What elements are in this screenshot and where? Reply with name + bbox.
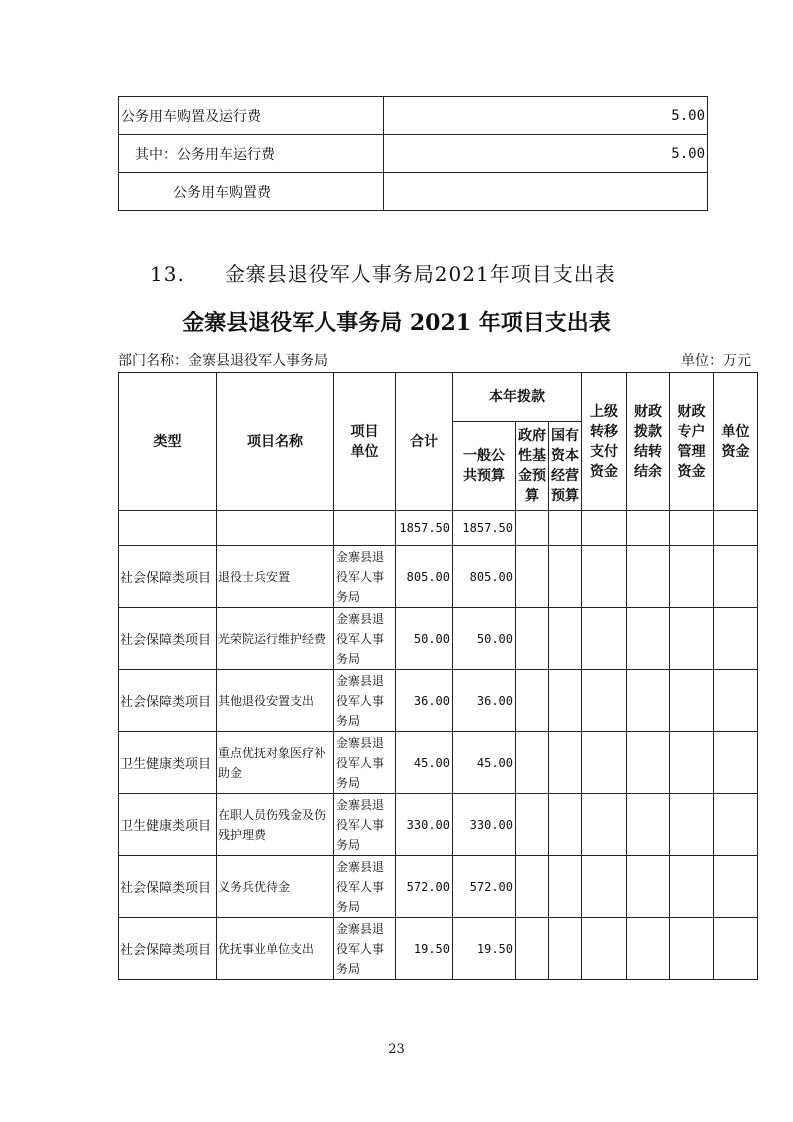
header-project-name: 项目名称 <box>217 373 334 511</box>
general-budget-cell: 330.00 <box>453 794 516 856</box>
table-row <box>119 546 758 608</box>
project-name-cell: 优抚事业单位支出 <box>217 918 334 980</box>
section-heading <box>150 258 616 287</box>
type-cell: 社会保障类项目 <box>119 608 217 670</box>
header-own-funds: 单位资金 <box>714 373 758 511</box>
table-row <box>119 608 758 670</box>
project-name-cell: 义务兵优待金 <box>217 856 334 918</box>
project-name-cell: 退役士兵安置 <box>217 546 334 608</box>
unit-label: 单位：万元 <box>681 353 751 369</box>
header-special-account-funds: 财政专户管理资金 <box>670 373 714 511</box>
general-budget-cell: 805.00 <box>453 546 516 608</box>
row-value: 5.00 <box>384 135 708 173</box>
row-label: 其中：公务用车运行费 <box>119 135 384 173</box>
row-value <box>384 173 708 211</box>
table-row <box>119 856 758 918</box>
project-unit-cell: 金寨县退役军人事务局 <box>334 546 396 608</box>
project-unit-cell: 金寨县退役军人事务局 <box>334 856 396 918</box>
project-unit-cell: 金寨县退役军人事务局 <box>334 670 396 732</box>
project-unit-cell: 金寨县退役军人事务局 <box>334 794 396 856</box>
total-cell: 330.00 <box>396 794 453 856</box>
project-name-cell: 重点优抚对象医疗补助金 <box>217 732 334 794</box>
table-row <box>119 918 758 980</box>
total-cell: 19.50 <box>396 918 453 980</box>
project-name-cell: 在职人员伤残金及伤残护理费 <box>217 794 334 856</box>
type-cell: 社会保障类项目 <box>119 546 217 608</box>
page-number: 23 <box>388 1042 405 1057</box>
table-row <box>119 173 708 211</box>
type-cell: 社会保障类项目 <box>119 856 217 918</box>
header-type: 类型 <box>119 373 217 511</box>
general-budget-cell: 36.00 <box>453 670 516 732</box>
total-row <box>119 511 758 546</box>
row-label: 公务用车购置及运行费 <box>119 97 384 135</box>
section-title: 金寨县退役军人事务局2021年项目支出表 <box>224 262 616 286</box>
table-row <box>119 97 708 135</box>
total-cell: 805.00 <box>396 546 453 608</box>
type-cell: 社会保障类项目 <box>119 918 217 980</box>
type-cell: 卫生健康类项目 <box>119 732 217 794</box>
department-name: 部门名称：金寨县退役军人事务局 <box>118 353 328 369</box>
project-unit-cell: 金寨县退役军人事务局 <box>334 918 396 980</box>
page-title: 金寨县退役军人事务局 2021 年项目支出表 <box>182 310 611 336</box>
header-state-capital-budget: 国有资本经营预算 <box>549 422 582 511</box>
general-budget-value: 1857.50 <box>453 511 516 546</box>
row-label: 公务用车购置费 <box>119 173 384 211</box>
general-budget-cell: 45.00 <box>453 732 516 794</box>
header-gov-fund-budget: 政府性基金预算 <box>516 422 549 511</box>
type-cell: 社会保障类项目 <box>119 670 217 732</box>
header-project-unit: 项目单位 <box>334 373 396 511</box>
header-allocation: 本年拨款 <box>453 373 582 422</box>
row-value: 5.00 <box>384 97 708 135</box>
project-unit-cell: 金寨县退役军人事务局 <box>334 608 396 670</box>
section-number: 13. <box>150 262 185 286</box>
project-name-cell: 其他退役安置支出 <box>217 670 334 732</box>
total-value: 1857.50 <box>396 511 453 546</box>
general-budget-cell: 19.50 <box>453 918 516 980</box>
project-unit-cell: 金寨县退役军人事务局 <box>334 732 396 794</box>
table-row <box>119 135 708 173</box>
project-expense-table <box>118 372 758 980</box>
total-cell: 36.00 <box>396 670 453 732</box>
vehicle-expense-table <box>118 96 708 211</box>
total-cell: 45.00 <box>396 732 453 794</box>
header-transfer-funds: 上级转移支付资金 <box>582 373 627 511</box>
header-general-budget: 一般公共预算 <box>453 422 516 511</box>
project-name-cell: 光荣院运行维护经费 <box>217 608 334 670</box>
type-cell: 卫生健康类项目 <box>119 794 217 856</box>
total-cell: 50.00 <box>396 608 453 670</box>
header-total: 合计 <box>396 373 453 511</box>
table-row <box>119 732 758 794</box>
table-row <box>119 794 758 856</box>
total-cell: 572.00 <box>396 856 453 918</box>
general-budget-cell: 50.00 <box>453 608 516 670</box>
general-budget-cell: 572.00 <box>453 856 516 918</box>
header-carryover-funds: 财政拨款结转结余 <box>627 373 670 511</box>
table-row <box>119 670 758 732</box>
